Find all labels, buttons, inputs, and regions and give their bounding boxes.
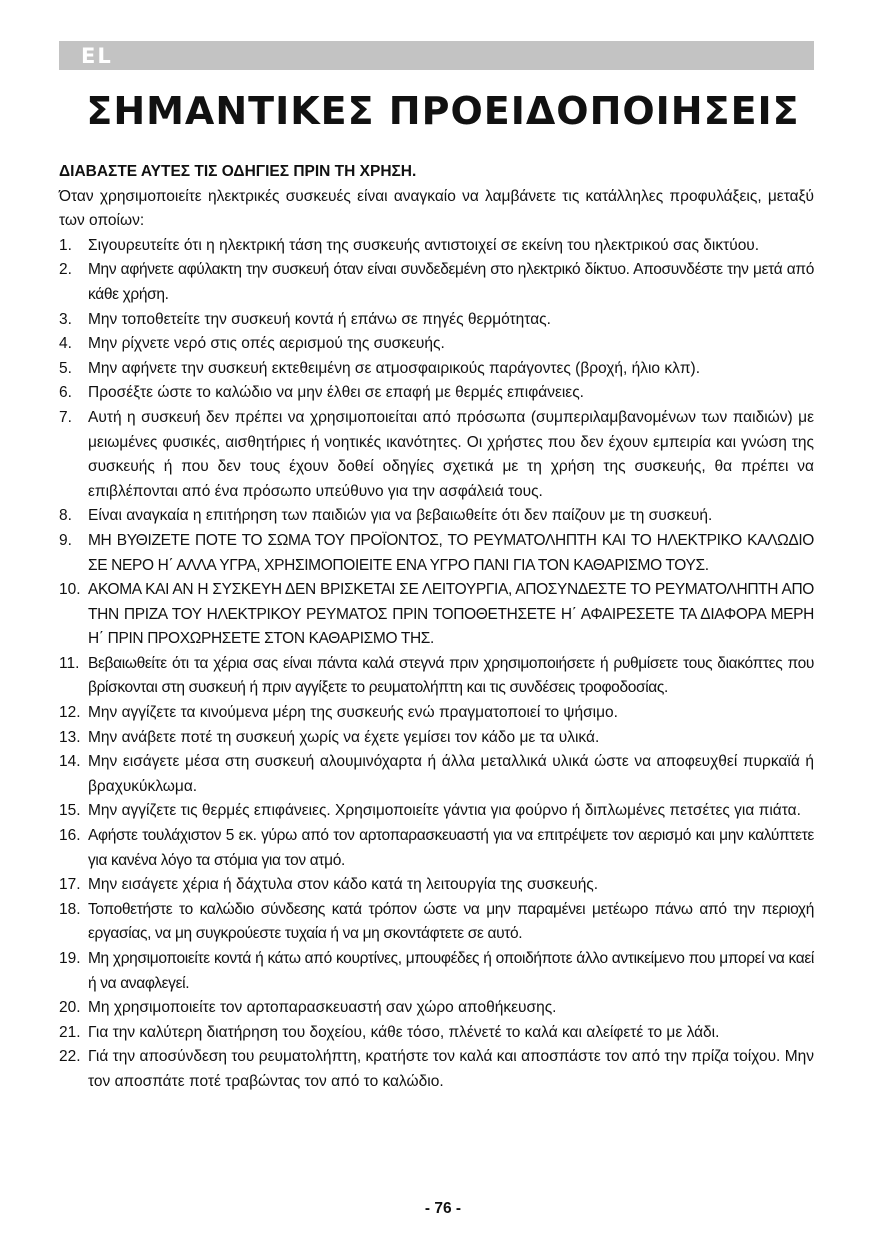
list-item <box>59 750 814 799</box>
item-number: 6. <box>59 384 72 402</box>
item-number: 9. <box>59 531 72 549</box>
list-item <box>59 898 814 947</box>
item-text: Για την καλύτερη διατήρηση του δοχείου, κάθε τόσο, πλένετέ το καλά και αλείφετέ το με λάδι. <box>88 1023 720 1041</box>
list-item <box>59 504 814 529</box>
item-number: 22. <box>59 1048 81 1066</box>
item-number: 21. <box>59 1023 81 1041</box>
item-text: Είναι αναγκαία η επιτήρηση των παιδιών για να βεβαιωθείτε ότι δεν παίζουν με τη συσκευή. <box>88 507 713 525</box>
list-item <box>59 406 814 504</box>
item-text: Μη χρησιμοποιείτε τον αρτοπαρασκευαστή σαν χώρο αποθήκευσης. <box>88 999 557 1017</box>
language-bar <box>59 41 814 70</box>
list-item <box>59 726 814 751</box>
item-text: Μην αγγίζετε τα κινούμενα μέρη της συσκευής ενώ πραγματοποιεί το ψήσιμο. <box>88 704 618 722</box>
list-item <box>59 332 814 357</box>
item-number: 20. <box>59 999 81 1017</box>
list-item <box>59 701 814 726</box>
warnings-content <box>59 160 814 1095</box>
item-text: Μην αφήνετε αφύλακτη την συσκευή όταν είναι συνδεδεμένη στο ηλεκτρικό δίκτυο. Αποσυνδέστε την μετά από κάθε χρήση. <box>88 261 814 303</box>
list-item <box>59 529 814 578</box>
item-text: Μην αφήνετε την συσκευή εκτεθειμένη σε ατμοσφαιρικούς παράγοντες (βροχή, ήλιο κλπ). <box>88 359 701 377</box>
item-number: 5. <box>59 359 72 377</box>
list-item <box>59 799 814 824</box>
list-item <box>59 824 814 873</box>
item-text: Μην εισάγετε μέσα στη συσκευή αλουμινόχαρτα ή άλλα μεταλλικά υλικά ώστε να αποφευχθεί πυρκαϊά ή βραχυκύκλωμα. <box>88 753 814 795</box>
item-text: Μην τοποθετείτε την συσκευή κοντά ή επάνω σε πηγές θερμότητας. <box>88 310 551 328</box>
list-item <box>59 381 814 406</box>
item-number: 7. <box>59 408 72 426</box>
item-number: 13. <box>59 728 81 746</box>
item-number: 10. <box>59 581 81 599</box>
list-item <box>59 234 814 259</box>
item-text: Αυτή η συσκευή δεν πρέπει να χρησιμοποιείται από πρόσωπα (συμπεριλαμβανομένων των παιδιών) με μειωμένες φυσικές, αισθητήριες ή νοητικές ικανότητες. Οι χρήστες που δεν έχουν εμπειρία και γνώση της συσκευής ή που δεν τους έχουν δοθεί οδηγίες σχετικά με τη χρήση της συσκευής, θα πρέπει να επιβλέπονται από ένα πρόσωπο υπεύθυνο για την ασφάλειά τους. <box>88 408 814 500</box>
item-text: Προσέξτε ώστε το καλώδιο να μην έλθει σε επαφή με θερμές επιφάνειες. <box>88 384 584 402</box>
item-number: 3. <box>59 310 72 328</box>
page-title: ΣΗΜΑΝΤΙΚΕΣ ΠΡΟΕΙΔΟΠΟΙΗΣΕΙΣ <box>86 89 800 133</box>
item-text: Μην εισάγετε χέρια ή δάχτυλα στον κάδο κατά τη λειτουργία της συσκευής. <box>88 876 599 894</box>
item-number: 8. <box>59 507 72 525</box>
item-text: ΑΚΟΜΑ ΚΑΙ ΑΝ Η ΣΥΣΚΕΥΗ ΔΕΝ ΒΡΙΣΚΕΤΑΙ ΣΕ ΛΕΙΤΟΥΡΓΙΑ, ΑΠΟΣΥΝΔΕΣΤΕ ΤΟ ΡΕΥΜΑΤΟΛΗΠΤΗ ΑΠΟ ΤΗΝ ΠΡΙΖΑ ΤΟΥ ΗΛΕΚΤΡΙΚΟΥ ΡΕΥΜΑΤΟΣ ΠΡΙΝ ΤΟΠΟΘΕΤΗΣΕΤΕ Η΄ ΑΦΑΙΡΕΣΕΤΕ ΤΑ ΔΙΑΦΟΡΑ ΜΕΡΗ Η΄ ΠΡΙΝ ΠΡΟΧΩΡΗΣΕΤΕ ΣΤΟΝ ΚΑΘΑΡΙΣΜΟ ΤΗΣ. <box>88 581 814 648</box>
item-number: 16. <box>59 827 81 845</box>
list-item <box>59 357 814 382</box>
list-item <box>59 652 814 701</box>
language-code: EL <box>81 44 113 68</box>
list-item <box>59 258 814 307</box>
item-text: Αφήστε τουλάχιστον 5 εκ. γύρω από τον αρτοπαρασκευαστή για να επιτρέψετε τον αερισμό και μην καλύπτετε για κανένα λόγο τα στόμια για τον ατμό. <box>88 827 814 869</box>
item-text: Σιγουρευτείτε ότι η ηλεκτρική τάση της συσκευής αντιστοιχεί σε εκείνη του ηλεκτρικού σας δικτύου. <box>88 236 760 254</box>
list-item <box>59 578 814 652</box>
item-number: 18. <box>59 900 81 918</box>
item-number: 14. <box>59 753 81 771</box>
item-text: Γιά την αποσύνδεση του ρευματολήπτη, κρατήστε τον καλά και αποσπάστε τον από την πρίζα τοίχου. Μην τον αποσπάτε ποτέ τραβώντας τον από το καλώδιο. <box>88 1048 814 1090</box>
list-item <box>59 308 814 333</box>
item-number: 2. <box>59 261 72 279</box>
item-number: 12. <box>59 704 81 722</box>
list-item <box>59 873 814 898</box>
item-number: 19. <box>59 950 81 967</box>
item-text: ΜΗ ΒΥΘΙΖΕΤΕ ΠΟΤΕ ΤΟ ΣΩΜΑ ΤΟΥ ΠΡΟΪΟΝΤΟΣ, ΤΟ ΡΕΥΜΑΤΟΛΗΠΤΗ ΚΑΙ ΤΟ ΗΛΕΚΤΡΙΚΟ ΚΑΛΩΔΙΟ ΣΕ ΝΕΡΟ Η΄ ΑΛΛΑ ΥΓΡΑ, ΧΡΗΣΙΜΟΠΟΙΕΙΤΕ ΕΝΑ ΥΓΡΟ ΠΑΝΙ ΓΙΑ ΤΟΝ ΚΑΘΑΡΙΣΜΟ ΤΟΥΣ. <box>88 531 814 574</box>
list-item <box>59 947 814 996</box>
item-text: Μη χρησιμοποιείτε κοντά ή κάτω από κουρτίνες, μπουφέδες ή οποιδήποτε άλλο αντικείμενο που μπορεί να καεί ή να αναφλεγεί. <box>88 950 814 992</box>
item-number: 15. <box>59 802 81 820</box>
section-subtitle: ΔΙΑΒΑΣΤΕ ΑΥΤΕΣ ΤΙΣ ΟΔΗΓΙΕΣ ΠΡΙΝ ΤΗ ΧΡΗΣΗ. <box>59 163 417 180</box>
item-text: Μην ανάβετε ποτέ τη συσκευή χωρίς να έχετε γεμίσει τον κάδο με τα υλικά. <box>88 728 600 746</box>
item-text: Μην ρίχνετε νερό στις οπές αερισμού της συσκευής. <box>88 335 445 353</box>
item-number: 1. <box>59 236 72 254</box>
page-number: - 76 - <box>424 1200 462 1217</box>
list-item <box>59 1045 814 1094</box>
intro-paragraph: Όταν χρησιμοποιείτε ηλεκτρικές συσκευές είναι αναγκαίο να λαμβάνετε τις κατάλληλες προφυλάξεις, μεταξύ των οποίων: <box>59 187 814 230</box>
item-text: Μην αγγίζετε τις θερμές επιφάνειες. Χρησιμοποιείτε γάντια για φούρνο ή διπλωμένες πετσέτες για πιάτα. <box>88 802 801 820</box>
item-number: 4. <box>59 335 72 353</box>
list-item <box>59 1021 814 1046</box>
item-number: 11. <box>59 654 80 672</box>
warnings-list <box>59 234 814 1095</box>
item-text: Βεβαιωθείτε ότι τα χέρια σας είναι πάντα καλά στεγνά πριν χρησιμοποιήσετε ή ρυθμίσετε τους διακόπτες που βρίσκονται στη συσκευή ή πριν αγγίξετε το ρευματολήπτη και τις συνδέσεις τροφοδοσίας. <box>88 654 814 697</box>
item-number: 17. <box>59 876 81 894</box>
list-item <box>59 996 814 1021</box>
item-text: Τοποθετήστε το καλώδιο σύνδεσης κατά τρόπον ώστε να μην παραμένει μετέωρο πάνω από την περιοχή εργασίας, να μη συγκρούεστε τυχαία ή να μη σκοντάφτετε σε αυτό. <box>88 900 814 943</box>
